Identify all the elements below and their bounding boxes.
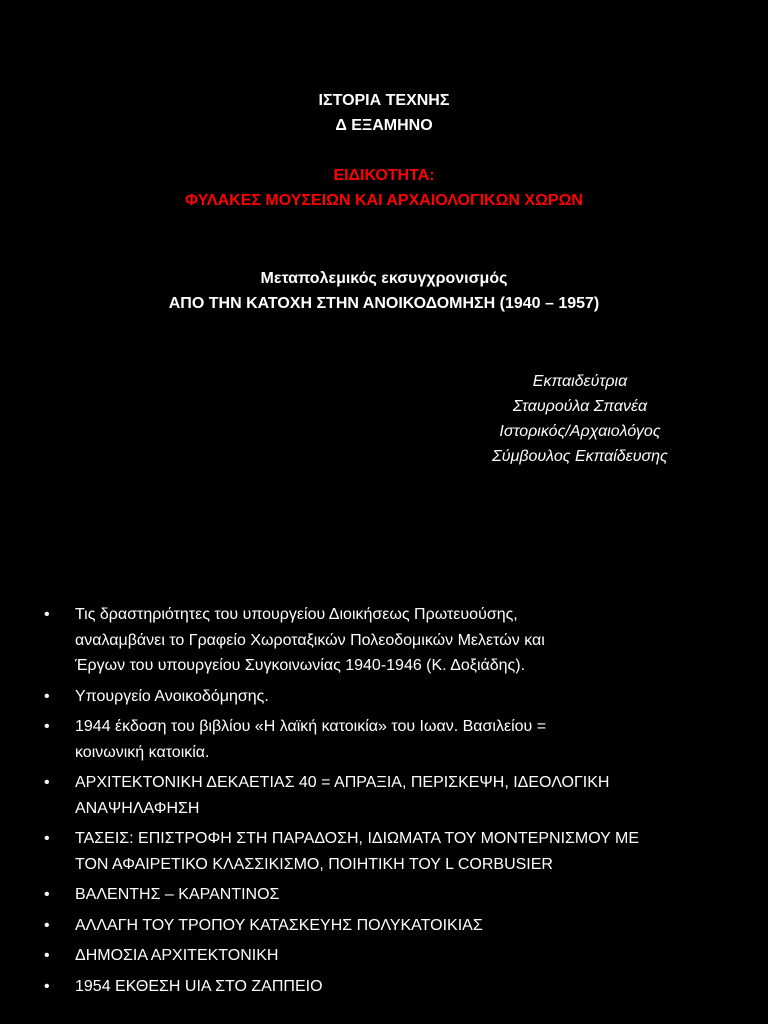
specialty-name: ΦΥΛΑΚΕΣ ΜΟΥΣΕΙΩΝ ΚΑΙ ΑΡΧΑΙΟΛΟΓΙΚΩΝ ΧΩΡΩΝ	[185, 192, 583, 209]
bullet-text-line: Έργων του υπουργείου Συγκοινωνίας 1940-1946 (Κ. Δοξιάδης).	[75, 657, 526, 674]
course-title: ΙΣΤΟΡΙΑ ΤΕΧΝΗΣ	[318, 92, 450, 109]
bullet-text-line: ΑΡΧΙΤΕΚΤΟΝΙΚΗ ΔΕΚΑΕΤΙΑΣ 40 = ΑΠΡΑΞΙΑ, ΠΕΡΙΣΚΕΨΗ, ΙΔΕΟΛΟΓΙΚΗ	[75, 774, 610, 791]
lecture-topic	[0, 266, 768, 316]
bullet-text-line: ΤΑΣΕΙΣ: ΕΠΙΣΤΡΟΦΗ ΣΤΗ ΠΑΡΑΔΟΣΗ, ΙΔΙΩΜΑΤΑ ΤΟΥ ΜΟΝΤΕΡΝΙΣΜΟΥ ΜΕ	[75, 830, 639, 847]
list-item	[0, 602, 768, 679]
bullet-icon: •	[44, 916, 50, 934]
instructor-name: Σταυρούλα Σπανέα	[512, 398, 648, 415]
instructor-role: Εκπαιδεύτρια	[532, 373, 628, 390]
bullet-icon: •	[44, 977, 50, 995]
semester-label: Δ ΕΞΑΜΗΝΟ	[335, 117, 433, 134]
bullet-text-line: Υπουργείο Ανοικοδόμησης.	[75, 687, 269, 705]
bullet-icon: •	[44, 687, 50, 705]
topic-title: Μεταπολεμικός εκσυγχρονισμός	[260, 270, 508, 287]
bullet-icon: •	[44, 886, 50, 903]
course-header	[0, 88, 768, 138]
list-item	[0, 913, 768, 939]
bullet-icon: •	[44, 606, 50, 623]
bullet-text-line: ΔΗΜΟΣΙΑ ΑΡΧΙΤΕΚΤΟΝΙΚΗ	[75, 947, 279, 964]
list-item	[0, 770, 768, 821]
bullet-icon: •	[44, 947, 50, 964]
topic-subtitle: ΑΠΟ ΤΗΝ ΚΑΤΟΧΗ ΣΤΗΝ ΑΝΟΙΚΟΔΟΜΗΣΗ (1940 – 1957)	[168, 295, 600, 312]
bullet-text-line: Τις δραστηριότητες του υπουργείου Διοικήσεως Πρωτευούσης,	[75, 606, 518, 623]
bullet-icon: •	[44, 718, 50, 735]
bullet-text-line: 1944 έκδοση του βιβλίου «Η λαϊκή κατοικία» του Ιωαν. Βασιλείου =	[75, 718, 547, 735]
specialty-header	[0, 163, 768, 213]
bullet-text-line: ΤΟΝ ΑΦΑΙΡΕΤΙΚΟ ΚΛΑΣΣΙΚΙΣΜΟ, ΠΟΙΗΤΙΚΗ ΤΟΥ L CORBUSIER	[75, 855, 553, 873]
instructor-position: Σύμβουλος Εκπαίδευσης	[492, 448, 668, 465]
specialty-label: ΕΙΔΙΚΟΤΗΤΑ:	[333, 167, 435, 184]
bullet-text-line: ΒΑΛΕΝΤΗΣ – ΚΑΡΑΝΤΙΝΟΣ	[75, 886, 280, 903]
bullet-text-line: ΑΛΛΑΓΗ ΤΟΥ ΤΡΟΠΟΥ ΚΑΤΑΣΚΕΥΗΣ ΠΟΛΥΚΑΤΟΙΚΙΑΣ	[75, 916, 483, 934]
bullet-text-line: 1954 ΕΚΘΕΣΗ UIA ΣΤΟ ΖΑΠΠΕΙΟ	[75, 977, 323, 995]
bullet-text-line: κοινωνική κατοικία.	[75, 743, 210, 761]
instructor-profession: Ιστορικός/Αρχαιολόγος	[499, 423, 661, 440]
bullet-icon: •	[44, 830, 50, 847]
list-item	[0, 882, 768, 908]
list-item	[0, 943, 768, 969]
list-item	[0, 826, 768, 877]
list-item	[0, 974, 768, 1000]
instructor-info	[430, 369, 730, 469]
list-item	[0, 714, 768, 765]
bullet-icon: •	[44, 774, 50, 791]
bullet-text-line: ΑΝΑΨΗΛΑΦΗΣΗ	[75, 799, 200, 817]
bullet-text-line: αναλαμβάνει το Γραφείο Χωροταξικών Πολεοδομικών Μελετών και	[75, 631, 545, 649]
bullet-list	[0, 602, 768, 1004]
list-item	[0, 684, 768, 710]
